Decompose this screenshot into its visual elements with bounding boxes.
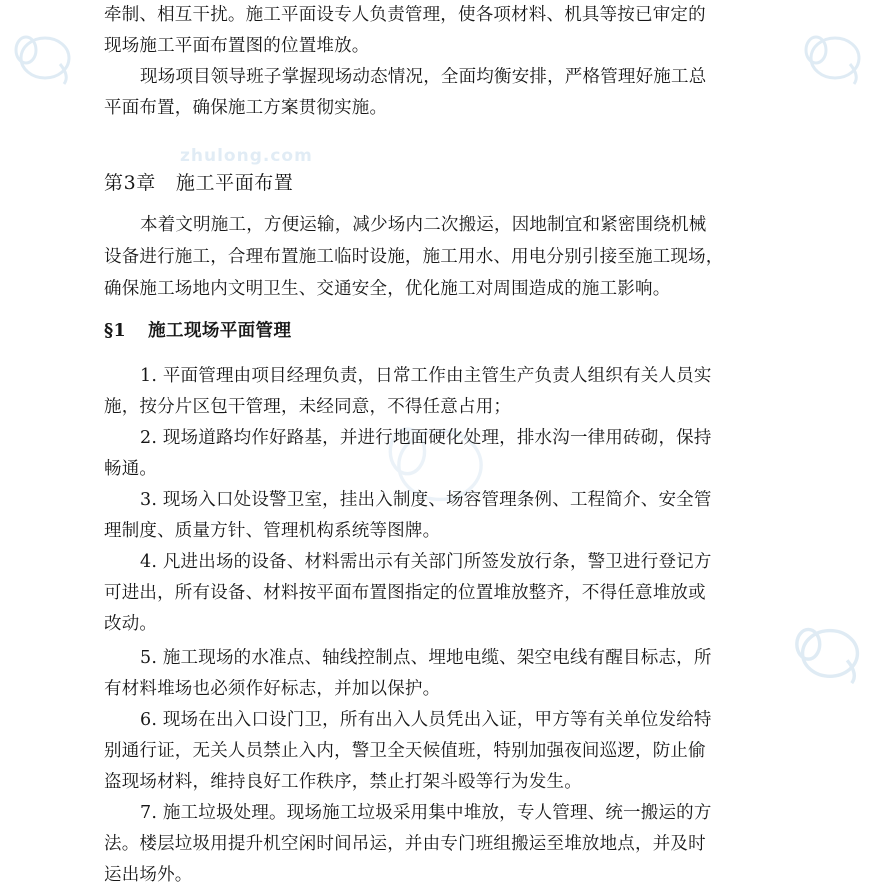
list-item-line: 7. 施工垃圾处理。现场施工垃圾采用集中堆放，专人管理、统一搬运的方 (140, 803, 712, 823)
list-item-line: 有材料堆场也必须作好标志，并加以保护。 (104, 679, 441, 699)
list-item-line: 畅通。 (104, 459, 158, 479)
paragraph-line: 现场项目领导班子掌握现场动态情况，全面均衡安排，严格管理好施工总 (140, 67, 707, 87)
paragraph-line: 平面布置，确保施工方案贯彻实施。 (104, 98, 388, 118)
section-title: 施工现场平面管理 (148, 321, 292, 341)
paragraph-line: 现场施工平面布置图的位置堆放。 (104, 36, 370, 56)
list-item-line: 可进出，所有设备、材料按平面布置图指定的位置堆放整齐，不得任意堆放或 (104, 583, 706, 603)
list-item-line: 盗现场材料，维持良好工作秩序，禁止打架斗殴等行为发生。 (104, 772, 582, 792)
list-item-line: 4. 凡进出场的设备、材料需出示有关部门所签发放行条，警卫进行登记方 (140, 552, 712, 572)
list-item-line: 2. 现场道路均作好路基，并进行地面硬化处理，排水沟一律用砖砌，保持 (140, 428, 712, 448)
paragraph-line: 设备进行施工，合理布置施工临时设施，施工用水、用电分别引接至施工现场， (104, 247, 724, 267)
paragraph-line: 本着文明施工，方便运输，减少场内二次搬运，因地制宜和紧密围绕机械 (140, 215, 707, 235)
list-item-line: 改动。 (104, 614, 158, 634)
watermark-zhulong: zhulong.com (180, 146, 313, 166)
paragraph-line: 确保施工场地内文明卫生、交通安全，优化施工对周围造成的施工影响。 (104, 279, 671, 299)
list-item-line: 施，按分片区包干管理，未经同意，不得任意占用； (104, 397, 512, 417)
section-heading (104, 316, 291, 347)
list-item-line: 1. 平面管理由项目经理负责，日常工作由主管生产负责人组织有关人员实 (140, 366, 712, 386)
list-item-line: 运出场外。 (104, 865, 193, 885)
list-item-line: 3. 现场入口处设警卫室，挂出入制度、场容管理条例、工程简介、安全管 (140, 490, 712, 510)
paragraph-line: 牵制、相互干扰。施工平面设专人负责管理，使各项材料、机具等按已审定的 (104, 5, 706, 25)
list-item-line: 6. 现场在出入口设门卫，所有出入人员凭出入证，甲方等有关单位发给特 (140, 710, 712, 730)
section-number: §1 (104, 321, 127, 341)
list-item-line: 法。楼层垃圾用提升机空闲时间吊运，并由专门班组搬运至堆放地点，并及时 (104, 834, 706, 854)
list-item-line: 别通行证，无关人员禁止入内，警卫全天候值班，特别加强夜间巡逻，防止偷 (104, 741, 706, 761)
elephant-watermark-icon (10, 20, 80, 90)
list-item-line: 理制度、质量方针、管理机构系统等图牌。 (104, 521, 441, 541)
chapter-number: 第3章 (104, 172, 156, 194)
chapter-heading (104, 168, 294, 199)
chapter-title: 施工平面布置 (175, 172, 294, 194)
list-item-line: 5. 施工现场的水准点、轴线控制点、埋地电缆、架空电线有醒目标志，所 (140, 648, 712, 668)
